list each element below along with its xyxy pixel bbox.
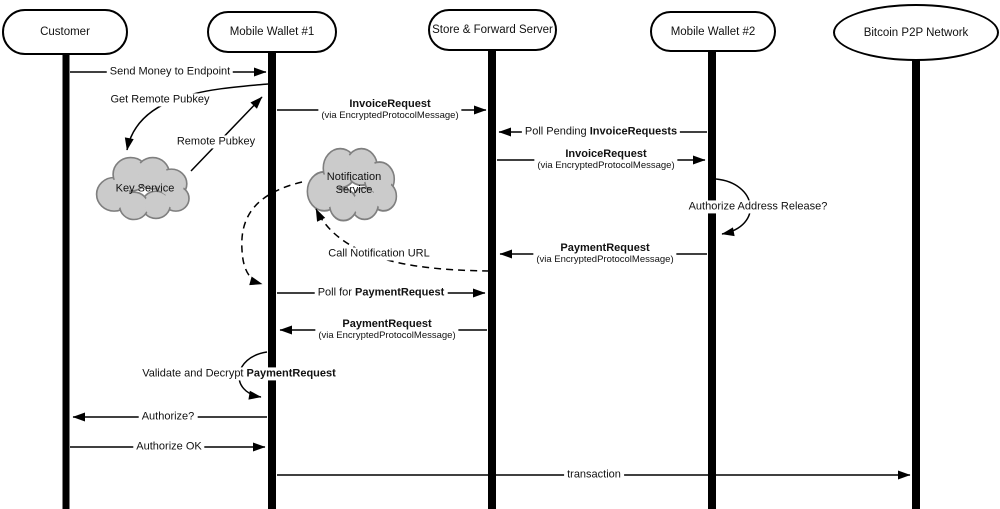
message-label-poll-pending: Poll Pending InvoiceRequests <box>522 125 680 138</box>
actor-customer-label: Customer <box>40 26 90 38</box>
message-label-remote-pubkey: Remote Pubkey <box>174 135 258 148</box>
actor-bitcoin-p2p-label: Bitcoin P2P Network <box>863 26 969 39</box>
message-label-get-remote-pubkey: Get Remote Pubkey <box>107 93 212 106</box>
message-label-authorize-question: Authorize? <box>139 410 198 423</box>
message-arrow-remote-pubkey <box>191 97 262 171</box>
message-label-transaction: transaction <box>564 468 624 481</box>
lifeline-store-forward-server <box>488 49 496 509</box>
actor-bitcoin-p2p <box>833 4 999 61</box>
message-label-authorize-ok: Authorize OK <box>133 440 204 453</box>
message-label-send-money: Send Money to Endpoint <box>107 65 233 78</box>
notification-service-label: Notification Service <box>326 170 382 196</box>
actor-mobile-wallet-2 <box>650 11 776 52</box>
message-label-authorize-address-release: Authorize Address Release? <box>686 200 831 213</box>
actor-store-forward-server-label: Store & Forward Server <box>432 24 553 36</box>
lifeline-mobile-wallet-2 <box>708 51 716 509</box>
actor-mobile-wallet-1 <box>207 11 337 53</box>
actor-mobile-wallet-1-label: Mobile Wallet #1 <box>229 26 315 38</box>
message-label-invoice-request-to-wallet2: InvoiceRequest (via EncryptedProtocolMessage) <box>534 148 677 172</box>
message-label-payment-request-to-server: PaymentRequest (via EncryptedProtocolMessage) <box>533 242 676 266</box>
key-service-label: Key Service <box>115 182 175 195</box>
lifeline-mobile-wallet-1 <box>268 51 276 509</box>
lifeline-bitcoin-p2p <box>912 59 920 509</box>
message-label-poll-for-payment: Poll for PaymentRequest <box>315 286 448 299</box>
message-label-validate-decrypt: Validate and Decrypt PaymentRequest <box>139 367 339 380</box>
message-label-payment-request-to-wallet1: PaymentRequest (via EncryptedProtocolMessage) <box>315 318 458 342</box>
actor-customer <box>2 9 128 55</box>
lifeline-customer <box>63 54 70 509</box>
message-label-invoice-request-to-server: InvoiceRequest (via EncryptedProtocolMessage) <box>318 98 461 122</box>
message-label-call-notification-url: Call Notification URL <box>325 247 432 260</box>
actor-mobile-wallet-2-label: Mobile Wallet #2 <box>670 25 756 38</box>
actor-store-forward-server <box>428 9 557 51</box>
